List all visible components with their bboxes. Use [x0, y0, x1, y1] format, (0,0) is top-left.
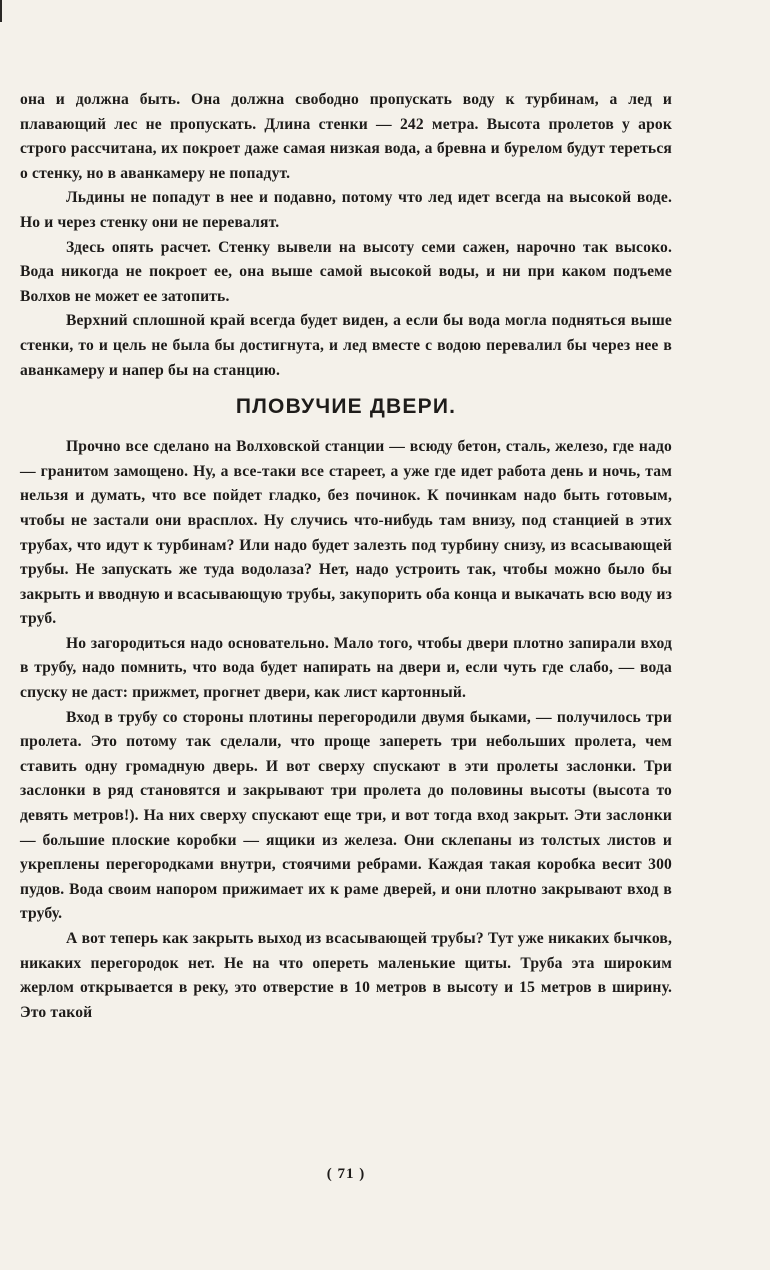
paragraph: А вот теперь как закрыть выход из всасывающей трубы? Тут уже никаких бычков, никаких перегородок нет. Не на что опереть маленькие щиты. Труба эта широким жерлом открывается в реку, это отверстие в 10 метров в высоту и 15 метров в ширину. Это такой [20, 930, 672, 1021]
paragraph: Но загородиться надо основательно. Мало того, чтобы двери плотно запирали вход в трубу, надо помнить, что вода будет напирать на двери и, если чуть где слабо, — вода спуску не даст: прижмет, прогнет двери, как лист картонный. [20, 634, 672, 702]
paragraph: Здесь опять расчет. Стенку вывели на высоту семи сажен, нарочно так высоко. Вода никогда не покроет ее, она выше самой высокой воды, и ни при каком подъеме Волхов не может ее затопить. [20, 238, 672, 305]
text-block-bottom [20, 435, 672, 1025]
page-edge-mark [0, 0, 2, 22]
paragraph: Льдины не попадут в нее и подавно, потому что лед идет всегда на высокой воде. Но и через стенку они не перевалят. [20, 189, 672, 231]
paragraph: Вход в трубу со стороны плотины перегородили двумя быками, — получилось три пролета. Это потому так сделали, что проще запереть три небольших пролета, чем ставить одну громадную дверь. И вот сверху спускают в эти пролеты заслонки. Три заслонки в ряд становятся и закрывают три пролета до половины высоты (высота то девять метров!). На них сверху спускают еще три, и вот тогда вход закрыт. Эти заслонки — большие плоские коробки — ящики из железа. Они склепаны из толстых листов и укреплены перегородками внутри, стоячими ребрами. Каждая такая коробка весит 300 пудов. Вода своим напором прижимает их к раме дверей, и они плотно закрывают вход в трубу. [20, 708, 672, 923]
text-block-top [20, 88, 672, 383]
section-title: ПЛОВУЧИЕ ДВЕРИ. [235, 395, 457, 419]
paragraph: она и должна быть. Она должна свободно пропускать воду к турбинам, а лед и плавающий лес не пропускать. Длина стенки — 242 метра. Высота пролетов у арок строго рассчитана, их покроет даже самая низкая вода, а бревна и бурелом будут тереться о стенку, но в аванкамеру не попадут. [20, 91, 672, 182]
paragraph: Верхний сплошной край всегда будет виден, а если бы вода могла подняться выше стенки, то и цель не была бы достигнута, и лед вместе с водою перевалил бы через нее в аванкамеру и напер бы на станцию. [20, 312, 672, 379]
page-number: ( 71 ) [326, 1166, 366, 1182]
page-body [20, 88, 672, 1025]
paragraph: Прочно все сделано на Волховской станции — всюду бетон, сталь, железо, где надо — гранитом замощено. Ну, а все-таки все стареет, а уже где идет работа день и ночь, там нельзя и думать, что все пойдет гладко, без починок. К починкам надо быть готовым, чтобы не застали они врасплох. Ну случись что-нибудь там внизу, под станцией в этих трубах, что идут к турбинам? Или надо будет залезть под турбину снизу, из всасывающей трубы. Не запускать же туда водолаза? Нет, надо устроить так, чтобы можно было бы закрыть и вводную и всасывающую трубы, закупорить оба конца и выкачать всю воду из труб. [20, 438, 672, 628]
